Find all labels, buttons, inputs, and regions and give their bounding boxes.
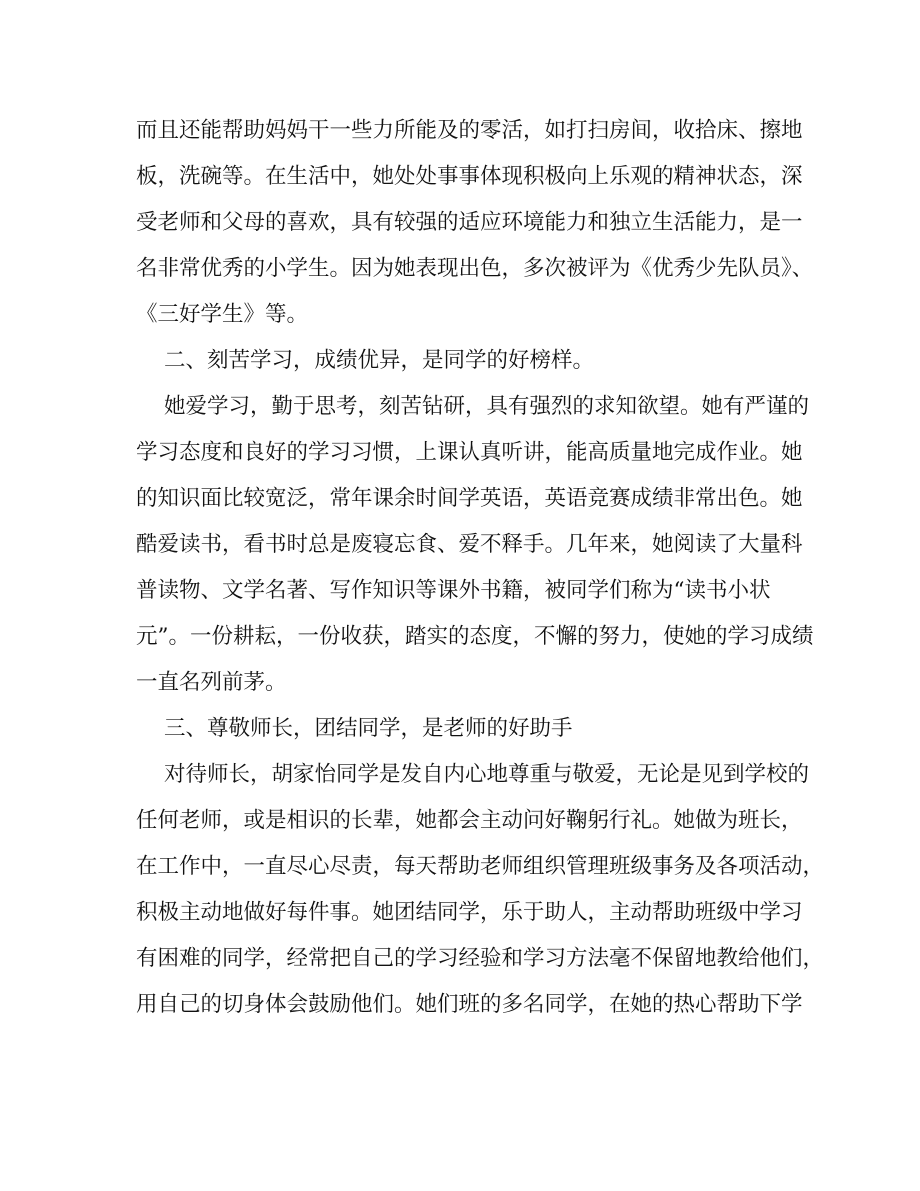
text-line-16: 任何老师，或是相识的长辈，她都会主动问好鞠躬行礼。她做为班长， <box>136 808 803 833</box>
text-line-9: 的知识面比较宽泛，常年课余时间学英语，英语竞赛成绩非常出色。她 <box>136 486 803 511</box>
text-line-1: 而且还能帮助妈妈干一些力所能及的零活，如打扫房间，收拾床、擦地 <box>136 118 803 143</box>
text-line-18: 积极主动地做好每件事。她团结同学，乐于助人，主动帮助班级中学习 <box>136 900 803 925</box>
section-heading-2: 二、刻苦学习，成绩优异，是同学的好榜样。 <box>164 348 595 373</box>
text-line-11: 普读物、文学名著、写作知识等课外书籍，被同学们称为“读书小状 <box>136 578 771 603</box>
text-line-17: 在工作中，一直尽心尽责，每天帮助老师组织管理班级事务及各项活动， <box>136 854 825 879</box>
document-body <box>136 108 825 1028</box>
text-line-12: 元”。一份耕耘，一份收获，踏实的态度，不懈的努力，使她的学习成绩 <box>136 624 814 649</box>
section-heading-3: 三、尊敬师长，团结同学，是老师的好助手 <box>164 716 573 741</box>
text-line-10: 酷爱读书，看书时总是废寝忘食、爱不释手。几年来，她阅读了大量科 <box>136 532 803 557</box>
text-line-5: 《三好学生》等。 <box>136 302 309 327</box>
text-line-4: 名非常优秀的小学生。因为她表现出色，多次被评为《优秀少先队员》、 <box>136 256 814 281</box>
text-line-20: 用自己的切身体会鼓励他们。她们班的多名同学，在她的热心帮助下学 <box>136 992 803 1017</box>
text-line-8: 学习态度和良好的学习习惯，上课认真听讲，能高质量地完成作业。她 <box>136 440 803 465</box>
text-line-19: 有困难的同学，经常把自己的学习经验和学习方法毫不保留地教给他们， <box>136 946 825 971</box>
text-line-3: 受老师和父母的喜欢，具有较强的适应环境能力和独立生活能力，是一 <box>136 210 803 235</box>
text-line-7: 她爱学习，勤于思考，刻苦钻研，具有强烈的求知欲望。她有严谨的 <box>164 394 810 419</box>
text-line-2: 板，洗碗等。在生活中，她处处事事体现积极向上乐观的精神状态，深 <box>136 164 803 189</box>
text-line-13: 一直名列前茅。 <box>136 670 287 695</box>
text-line-15: 对待师长，胡家怡同学是发自内心地尊重与敬爱，无论是见到学校的 <box>164 762 810 787</box>
